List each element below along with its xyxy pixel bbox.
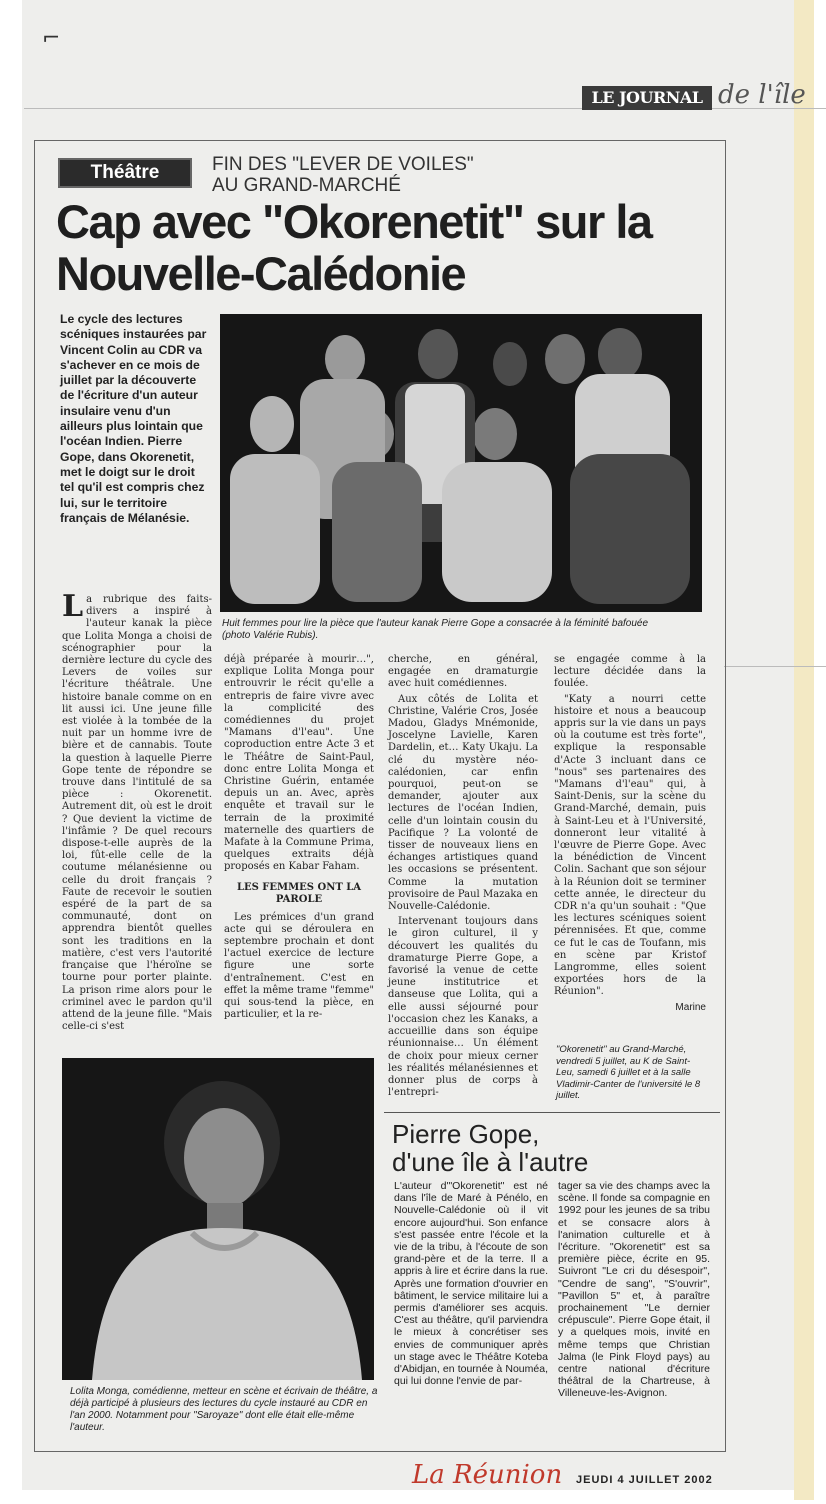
paragraph [62, 589, 212, 1033]
sidebar-heading [392, 1120, 722, 1176]
sidebar-column-b: tager sa vie des champs avec la scène. Il fonde sa compagnie en 1992 pour les jeunes de sa tribu et se consacre alors à l'animation culturelle et à l'écriture. "Okorenetit" est sa première pièce, écrite en 95. Suivront "Le cri du désespoir", "Cendre de sang", "S'ouvrir", "Pavillon 5" et, à paraître prochainement "Le dernier crépuscule". Pierre Gope était, il y a quelques mois, invité en même temps que Christian Jalma (le Pink Floyd pays) au centre national d'écriture théâtral de la Chartreuse, à Villeneuve-les-Avignon. [558, 1180, 710, 1400]
sidebar-rule [384, 1112, 720, 1113]
article-column-3 [388, 654, 538, 1102]
author-signature: Marine [675, 1001, 706, 1013]
paragraph: Intervenant toujours dans le giron culturel, il y découvert les qualités du dramaturge Pierre Gope, a favorisé la venue de cette jeune institutrice et danseuse que Lolita, qui a elle aussi séjourné pour l'occasion chez les Kanaks, a accueillie dans son équipe réunionnaise… Un élément de choix pour mieux cerner les réalités mélanésiennes et donner plus de corps à l'entrepri- [388, 916, 538, 1099]
group-photo-image [220, 314, 702, 612]
group-photo [220, 314, 702, 612]
headline: Cap avec "Okorenetit" sur la Nouvelle-Calédonie [56, 195, 652, 300]
article-column-2 [224, 654, 374, 1024]
column-1-text: a rubrique des faits-divers a inspiré à l'auteur kanak la pièce que Lolita Monga a choisi de scénographier pour la dernière lecture du cycle des Levers de voiles sur l'écriture théâtrale. Une histoire banale comme on en lit aussi ici. Une jeune fille est violée à la tombée de la nuit par un homme ivre de bière et de cannabis. Toute la question à laquelle Pierre Gope tente de répondre se trouve dans l'intitulé de sa pièce : Okorenetit. Autrement dit, où est le droit ? Que devient la victime de l'infâmie ? De quel recours dispose-t-elle auprès de la loi, fût-elle celle de la coutume mélanésienne ou celle du droit français ? Faute de recevoir le soutien espéré de la part de sa communauté, dont on apprendra bientôt quelles sont les traditions en la matière, c'est vers l'autorité française que l'héroïne se tourne pour porter plainte. La prison rime alors pour le criminel avec le pardon qu'il attend de la jeune fille. "Mais celle-ci s'est [62, 594, 212, 1033]
event-infobox: "Okorenetit" au Grand-Marché, vendredi 5 juillet, au K de Saint-Leu, samedi 6 juillet et à la salle Vladimir-Canter de l'université le 8 juillet. [556, 1044, 701, 1101]
handwritten-note: de l'île [718, 80, 806, 110]
fold-line [724, 666, 826, 667]
paragraph: se engagée comme à la lecture décidée dans la foulée. [554, 654, 706, 690]
portrait-photo [62, 1058, 374, 1380]
kicker-line: FIN DES "LEVER DE VOILES" [212, 154, 474, 175]
sidebar-heading-line: Pierre Gope, [392, 1119, 540, 1149]
paragraph: "Katy a nourri cette histoire et nous a beaucoup appris sur la vie dans un pays où la coutume est très forte", explique la responsable d'Acte 3 incluant dans ce "nous" ses partenaires des "Mamans d'l'eau" qui, à Saint-Denis, sur la scène du Grand-Marché, demain, puis à Saint-Leu et à l'Université, donneront leur vitalité à l'œuvre de Pierre Gope. Avec la bénédiction de Vincent Colin. Sachant que son séjour à la Réunion doit se terminer cette année, le directeur du CDR n'a qu'un souhait : "Que les lectures scéniques soient pérennisées. Et que, comme ce fut le cas de Toufann, mis en scène par Kristof Langromme, elles soient exportées hors de la Réunion". [554, 693, 706, 998]
handwritten-region-note: La Réunion [412, 1460, 563, 1490]
drop-cap: L [62, 589, 84, 624]
photo-caption: Huit femmes pour lire la pièce que l'auteur kanak Pierre Gope a consacrée à la féminité bafouée (photo Valérie Rubis). [222, 618, 649, 641]
dateline: JEUDI 4 JUILLET 2002 [576, 1474, 713, 1486]
paragraph: Les prémices d'un grand acte qui se déroulera en septembre prochain et dont l'actuel exercice de lecture figure une sorte d'entraînement. C'est en effet la même trame "femme" qui sous-tend la pièce, en particulier, et la re- [224, 911, 374, 1021]
section-badge: Théâtre [58, 158, 192, 188]
kicker [212, 154, 474, 196]
article-column-4 [554, 654, 706, 1013]
lead-paragraph: Le cycle des lectures scéniques instaurées par Vincent Colin au CDR va s'achever en ce mois de juillet par la découverte de l'écriture d'un auteur insulaire venu d'un ailleurs plus lointain que l'océan Indien. Pierre Gope, dans Okorenetit, met le doigt sur le droit tel qu'il est compris chez lui, sur le territoire français de Mélanésie. [60, 312, 207, 525]
masthead: LE JOURNAL [582, 86, 712, 110]
punch-hole-mark: ⌐ [42, 26, 61, 51]
subheading: LES FEMMES ONT LA PAROLE [236, 881, 362, 905]
paragraph: déjà préparée à mourir…", explique Lolita Monga pour entrouvrir le récit qu'elle a entrepris de faire vivre avec la complicité des comédiennes du projet "Mamans d'l'eau". Une coproduction entre Acte 3 et le Théâtre de Saint-Paul, donc entre Lolita Monga et Christine Guérin, entamée depuis un an. Avec, après enquête et travail sur le terrain de la proximité maternelle des quartiers de Mafate à la Commune Prima, quelques extraits déjà proposés en Kabar Faham. [224, 654, 374, 873]
paragraph: cherche, en général, engagée en dramaturgie avec huit comédiennes. [388, 654, 538, 690]
sidebar-column-a: L'auteur d'"Okorenetit" est né dans l'île de Maré à Pénélo, en Nouvelle-Calédonie où il vit encore aujourd'hui. Son enfance s'est passée entre l'école et la vie de la tribu, à l'écoute de son grand-père et de la terre. Il a appris à lire et écrire dans la rue. Après une formation d'ouvrier en bâtiment, le service militaire lui a permis d'améliorer ses acquis. C'est au théâtre, qu'il parviendra le mieux à concrétiser ses envies de communiquer après un stage avec le Théâtre Koteba d'Abidjan, en tournée à Nouméa, qui lui donne l'envie de par- [394, 1180, 548, 1388]
portrait-photo-image [62, 1058, 374, 1380]
article-column-1 [62, 589, 212, 1036]
paper-edge [794, 0, 814, 1500]
paragraph: Aux côtés de Lolita et Christine, Valérie Cros, Josée Madou, Gladys Mnémonide, Joscelyne Lavielle, Karen Dardelin, et… Katy Ukaju. La clé du mystère néo-calédonien, car enfin pourquoi, peut-on se demander, ajouter aux lectures de l'océan Indien, celle d'un lointain cousin du Pacifique ? La volonté de tisser de nouveaux liens en échanges artistiques quand les occasions se présentent. Comme la mutation provisoire de Paul Mazaka en Nouvelle-Calédonie. [388, 693, 538, 913]
portrait-caption: Lolita Monga, comédienne, metteur en scène et écrivain de théâtre, a déjà participé à plusieurs des lectures du cycle instauré au CDR en l'an 2000. Notamment pour "Saroyaze" dont elle était elle-même l'auteur. [70, 1386, 378, 1433]
kicker-line: AU GRAND-MARCHÉ [212, 175, 401, 196]
sidebar-heading-line: d'une île à l'autre [392, 1147, 589, 1177]
